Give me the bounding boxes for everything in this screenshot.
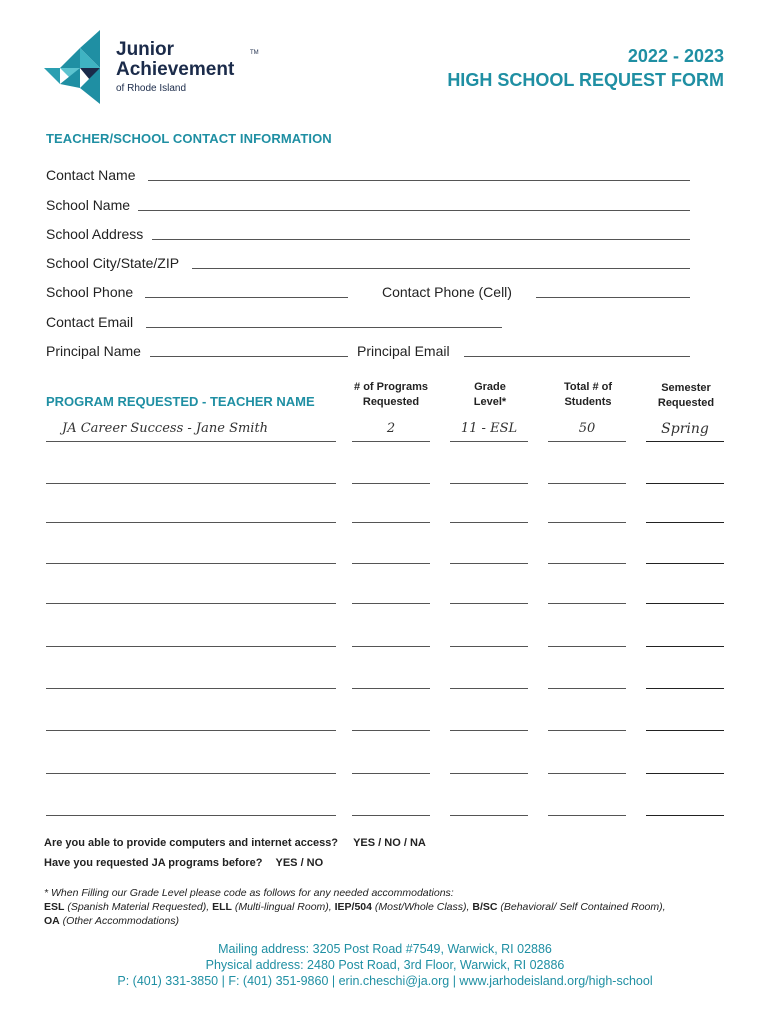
program-cell[interactable]: JA Career Success - Jane Smith	[62, 421, 269, 436]
semester-line[interactable]	[646, 646, 724, 647]
count-line[interactable]	[352, 522, 430, 523]
ja-logo	[44, 28, 274, 108]
contact-email-label: Contact Email	[46, 314, 134, 330]
principal-name-label: Principal Name	[46, 343, 141, 359]
contact-section-heading: TEACHER/SCHOOL CONTACT INFORMATION	[46, 131, 332, 146]
semester-line[interactable]	[646, 522, 724, 523]
note-line1: * When Filling our Grade Level please code as follows for any needed accommodations:	[44, 887, 454, 899]
students-cell[interactable]: 50	[578, 421, 596, 436]
program-line[interactable]	[46, 522, 336, 523]
count-line[interactable]	[352, 483, 430, 484]
note-codes	[44, 900, 734, 914]
program-line[interactable]	[46, 773, 336, 774]
code-esl: ESL	[44, 901, 65, 913]
ja-logo-icon	[44, 28, 108, 106]
program-line[interactable]	[46, 730, 336, 731]
footer-physical: Physical address: 2480 Post Road, 3rd Floor, Warwick, RI 02886	[205, 958, 565, 972]
col-total-header	[548, 380, 628, 410]
students-line[interactable]	[548, 815, 626, 816]
students-line[interactable]	[548, 646, 626, 647]
grade-line[interactable]	[450, 688, 528, 689]
program-line[interactable]	[46, 646, 336, 647]
count-line[interactable]	[352, 646, 430, 647]
grade-level-note	[44, 886, 734, 928]
semester-line[interactable]	[646, 730, 724, 731]
school-phone-label: School Phone	[46, 284, 134, 300]
grade-cell[interactable]: 11 - ESL	[460, 421, 518, 436]
principal-email-field[interactable]	[464, 356, 690, 357]
code-bsc: B/SC	[472, 901, 498, 913]
school-address-field[interactable]	[152, 239, 690, 240]
grade-line[interactable]	[450, 483, 528, 484]
semester-line[interactable]	[646, 773, 724, 774]
program-line[interactable]	[46, 441, 336, 442]
form-year: 2022 - 2023	[627, 46, 724, 66]
code-ell: ELL	[212, 901, 232, 913]
code-iep: IEP/504	[334, 901, 372, 913]
logo-subtitle: of Rhode Island	[116, 83, 187, 94]
count-line[interactable]	[352, 688, 430, 689]
requested-options[interactable]: YES / NO	[275, 857, 324, 869]
students-line[interactable]	[548, 603, 626, 604]
students-line[interactable]	[548, 730, 626, 731]
principal-email-label: Principal Email	[357, 343, 450, 359]
school-name-field[interactable]	[138, 210, 690, 211]
school-name-label: School Name	[46, 197, 131, 213]
semester-line[interactable]	[646, 603, 724, 604]
semester-line[interactable]	[646, 483, 724, 484]
col-grade-line2: Level*	[473, 396, 507, 408]
form-name: HIGH SCHOOL REQUEST FORM	[447, 70, 724, 90]
note-codes-2	[44, 914, 734, 928]
contact-name-field[interactable]	[148, 180, 690, 181]
code-iep-desc: (Most/Whole Class),	[372, 901, 473, 913]
form-title	[447, 44, 724, 92]
program-line[interactable]	[46, 563, 336, 564]
col-total-line1: Total # of	[563, 381, 613, 393]
program-section-heading: PROGRAM REQUESTED - TEACHER NAME	[46, 394, 315, 409]
principal-name-field[interactable]	[150, 356, 348, 357]
program-line[interactable]	[46, 603, 336, 604]
logo-trademark: TM	[250, 50, 259, 56]
program-line[interactable]	[46, 483, 336, 484]
code-bsc-desc: (Behavioral/ Self Contained Room),	[497, 901, 666, 913]
semester-line[interactable]	[646, 688, 724, 689]
program-line[interactable]	[46, 815, 336, 816]
col-grade-line1: Grade	[474, 381, 506, 393]
cell-phone-label: Contact Phone (Cell)	[382, 284, 512, 300]
grade-line[interactable]	[450, 522, 528, 523]
col-semester-line2: Requested	[657, 397, 715, 409]
col-grade-header	[450, 380, 530, 410]
footer-contact: P: (401) 331-3850 | F: (401) 351-9860 | erin.cheschi@ja.org | www.jarhodeisland.org/high-school	[117, 974, 653, 988]
semester-cell[interactable]: Spring	[661, 421, 709, 437]
count-line[interactable]	[352, 603, 430, 604]
students-line[interactable]	[548, 773, 626, 774]
computers-question	[44, 837, 426, 849]
col-total-line2: Students	[564, 396, 612, 408]
students-line[interactable]	[548, 441, 626, 442]
code-esl-desc: (Spanish Material Requested),	[64, 901, 213, 913]
col-programs-line2: Requested	[362, 396, 420, 408]
grade-line[interactable]	[450, 773, 528, 774]
contact-name-label: Contact Name	[46, 167, 136, 183]
col-programs-line1: # of Programs	[354, 381, 428, 393]
grade-line[interactable]	[450, 563, 528, 564]
requested-question-text: Have you requested JA programs before?	[44, 857, 263, 869]
students-line[interactable]	[548, 688, 626, 689]
col-semester-line1: Semester	[661, 382, 711, 394]
logo-wordmark	[116, 40, 234, 96]
requested-question	[44, 857, 323, 869]
program-line[interactable]	[46, 688, 336, 689]
grade-line[interactable]	[450, 730, 528, 731]
col-semester-header	[646, 381, 726, 411]
school-address-label: School Address	[46, 226, 144, 242]
count-line[interactable]	[352, 441, 430, 442]
code-oa-desc: (Other Accommodations)	[59, 915, 179, 927]
count-line[interactable]	[352, 773, 430, 774]
count-line[interactable]	[352, 563, 430, 564]
school-phone-field[interactable]	[145, 297, 348, 298]
count-cell[interactable]: 2	[386, 421, 396, 436]
col-programs-header	[350, 380, 432, 410]
students-line[interactable]	[548, 522, 626, 523]
grade-line[interactable]	[450, 815, 528, 816]
students-line[interactable]	[548, 483, 626, 484]
school-city-label: School City/State/ZIP	[46, 255, 180, 271]
grade-line[interactable]	[450, 441, 528, 442]
count-line[interactable]	[352, 815, 430, 816]
semester-line[interactable]	[646, 815, 724, 816]
computers-options[interactable]: YES / NO / NA	[353, 837, 426, 849]
logo-line1: Junior	[116, 39, 175, 60]
cell-phone-field[interactable]	[536, 297, 690, 298]
contact-email-field[interactable]	[146, 327, 502, 328]
count-line[interactable]	[352, 730, 430, 731]
footer-mailing: Mailing address: 3205 Post Road #7549, Warwick, RI 02886	[218, 942, 552, 956]
students-line[interactable]	[548, 563, 626, 564]
grade-line[interactable]	[450, 646, 528, 647]
semester-line[interactable]	[646, 563, 724, 564]
computers-question-text: Are you able to provide computers and internet access?	[44, 837, 339, 849]
semester-line[interactable]	[646, 441, 724, 442]
code-ell-desc: (Multi-lingual Room),	[231, 901, 335, 913]
school-city-field[interactable]	[192, 268, 690, 269]
logo-line2: Achievement	[116, 59, 235, 80]
code-oa: OA	[44, 915, 60, 927]
grade-line[interactable]	[450, 603, 528, 604]
